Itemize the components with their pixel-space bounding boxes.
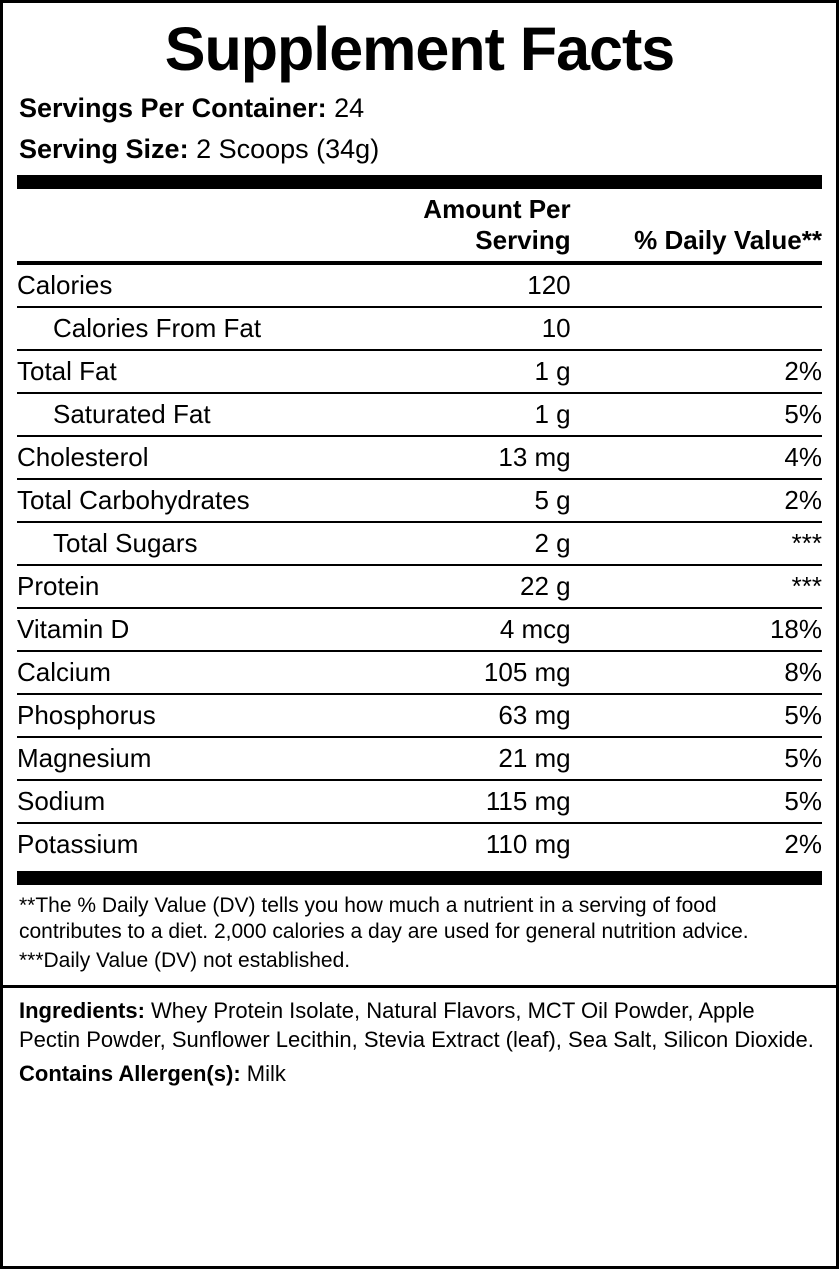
table-row — [17, 651, 822, 694]
servings-per-container-label: Servings Per Container: — [19, 93, 327, 123]
table-row — [17, 780, 822, 823]
ingredients-line — [19, 996, 820, 1055]
ingredients-label: Ingredients: — [19, 998, 145, 1024]
table-row — [17, 694, 822, 737]
nutrient-name: Calcium — [17, 651, 339, 694]
ingredients-text: Whey Protein Isolate, Natural Flavors, MCT Oil Powder, Apple Pectin Powder, Sunflower Lecithin, Stevia Extract (leaf), Sea Salt, Silicon Dioxide. — [19, 998, 814, 1053]
nutrition-rows-table — [17, 265, 822, 865]
nutrient-daily-value: 18% — [605, 608, 822, 651]
serving-size-line — [19, 131, 822, 168]
nutrient-daily-value: 5% — [605, 780, 822, 823]
nutrient-daily-value: *** — [605, 565, 822, 608]
nutrient-daily-value: 5% — [605, 737, 822, 780]
allergens-line — [19, 1059, 820, 1088]
nutrient-daily-value: 5% — [605, 393, 822, 436]
nutrient-amount: 21 mg — [339, 737, 605, 780]
table-row — [17, 608, 822, 651]
nutrient-name: Cholesterol — [17, 436, 339, 479]
allergens-label: Contains Allergen(s): — [19, 1060, 241, 1086]
nutrient-name: Saturated Fat — [17, 393, 339, 436]
nutrition-rows-body — [17, 265, 822, 865]
nutrient-amount: 110 mg — [339, 823, 605, 865]
nutrient-name: Total Carbohydrates — [17, 479, 339, 522]
nutrient-amount: 1 g — [339, 350, 605, 393]
nutrient-name: Protein — [17, 565, 339, 608]
footnotes — [19, 893, 820, 976]
page-title: Supplement Facts — [164, 15, 675, 83]
table-header-row — [17, 189, 822, 261]
nutrient-amount: 10 — [339, 307, 605, 350]
footnote-daily-value: **The % Daily Value (DV) tells you how much a nutrient in a serving of food contributes to a diet. 2,000 calories a day are used for general nutrition advice. — [19, 893, 749, 944]
nutrient-name: Total Sugars — [17, 522, 339, 565]
nutrient-name: Total Fat — [17, 350, 339, 393]
table-row — [17, 436, 822, 479]
table-row — [17, 823, 822, 865]
table-row — [17, 307, 822, 350]
nutrient-amount: 105 mg — [339, 651, 605, 694]
nutrient-name: Sodium — [17, 780, 339, 823]
nutrient-amount: 120 — [527, 269, 571, 300]
nutrient-amount: 1 g — [339, 393, 605, 436]
nutrient-amount: 63 mg — [339, 694, 605, 737]
nutrient-daily-value: 4% — [605, 436, 822, 479]
nutrient-name: Magnesium — [17, 737, 339, 780]
nutrient-name: Calories From Fat — [17, 307, 339, 350]
serving-size-label: Serving Size: — [19, 134, 189, 165]
nutrient-daily-value — [605, 307, 822, 350]
table-row — [17, 522, 822, 565]
servings-per-container-line — [19, 90, 822, 127]
nutrient-daily-value: *** — [605, 522, 822, 565]
nutrient-amount: 5 g — [339, 479, 605, 522]
header-amount-per-serving: Amount Per Serving — [423, 193, 571, 255]
serving-size-value: 2 Scoops (34g) — [196, 134, 380, 165]
nutrient-daily-value: 2% — [605, 479, 822, 522]
nutrient-daily-value: 8% — [605, 651, 822, 694]
nutrition-table — [17, 189, 822, 261]
table-row — [17, 565, 822, 608]
nutrient-daily-value — [605, 265, 822, 307]
nutrition-table-body — [17, 189, 822, 261]
nutrient-daily-value: 2% — [605, 823, 822, 865]
table-row — [17, 737, 822, 780]
table-row — [17, 393, 822, 436]
table-row — [17, 350, 822, 393]
table-row — [17, 265, 822, 307]
allergens-text: Milk — [240, 1060, 286, 1086]
footnote-not-established: ***Daily Value (DV) not established. — [19, 949, 351, 973]
nutrient-daily-value: 5% — [605, 694, 822, 737]
table-row — [17, 479, 822, 522]
divider-thick-top — [17, 175, 822, 189]
nutrient-name: Phosphorus — [17, 694, 339, 737]
nutrient-amount: 13 mg — [339, 436, 605, 479]
nutrient-name: Vitamin D — [17, 608, 339, 651]
nutrient-daily-value: 2% — [605, 350, 822, 393]
nutrient-amount: 2 g — [339, 522, 605, 565]
servings-per-container-value: 24 — [334, 93, 365, 123]
divider-ingredients — [3, 985, 836, 988]
header-daily-value: % Daily Value** — [634, 224, 822, 255]
nutrient-amount: 4 mcg — [339, 608, 605, 651]
divider-thick-bottom — [17, 871, 822, 885]
header-blank — [17, 189, 339, 261]
nutrient-amount: 115 mg — [339, 780, 605, 823]
nutrient-name: Calories — [17, 269, 113, 300]
nutrient-amount: 22 g — [339, 565, 605, 608]
nutrient-name: Potassium — [17, 823, 339, 865]
